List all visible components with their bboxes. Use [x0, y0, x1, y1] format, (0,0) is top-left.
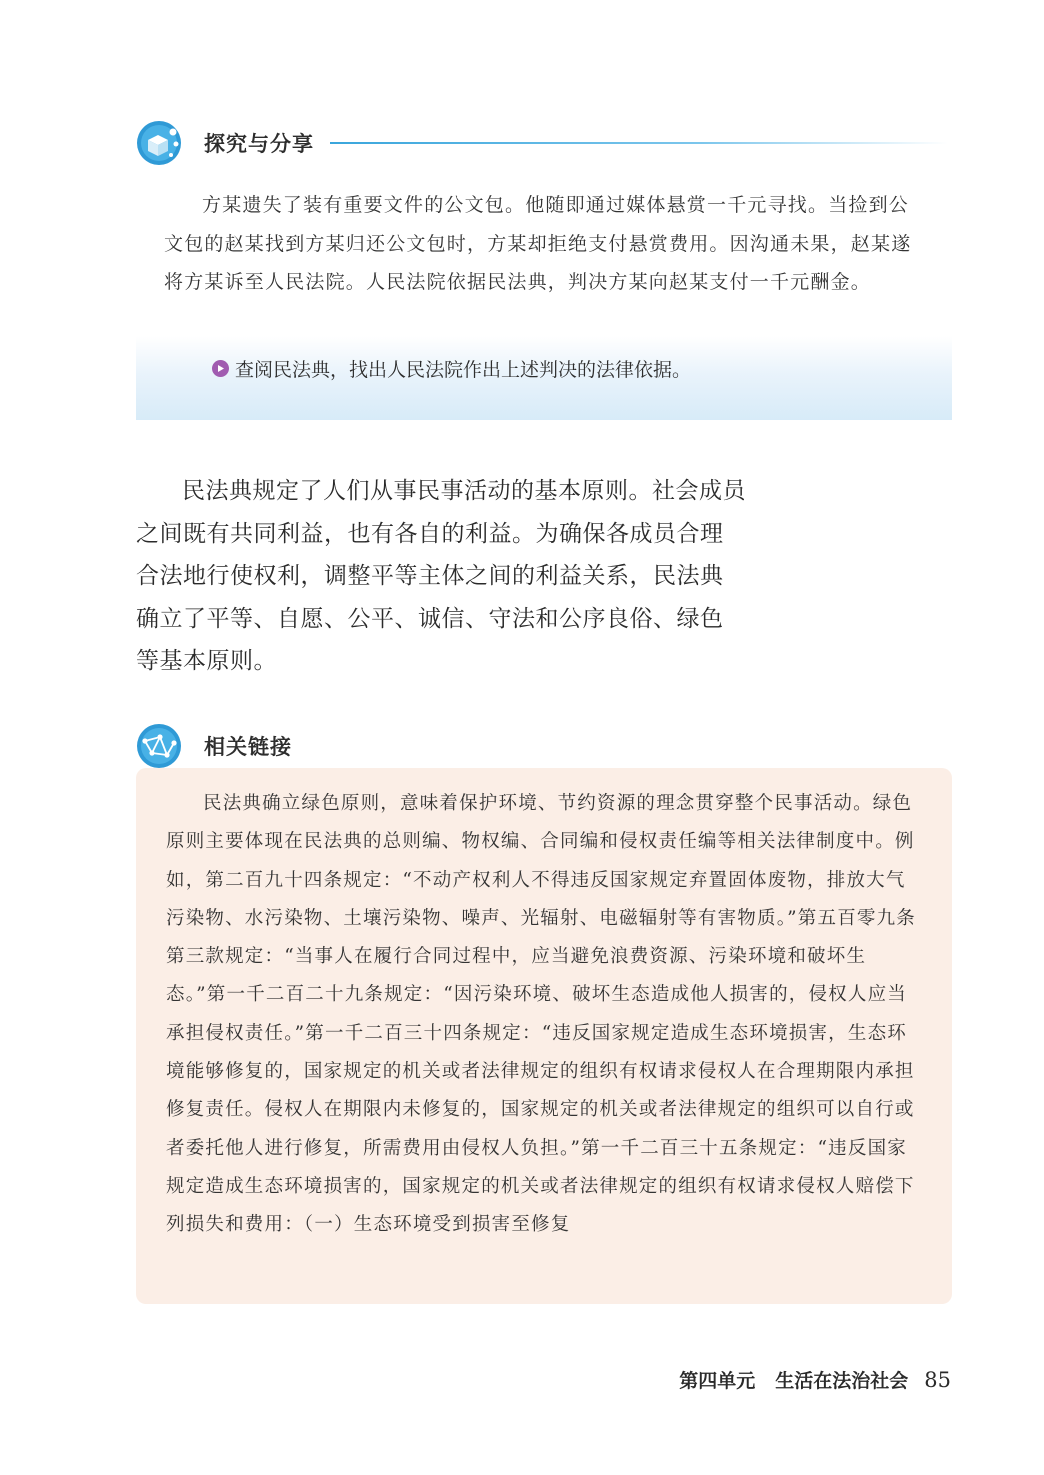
page-footer	[679, 1366, 951, 1393]
molecule-cube-icon	[136, 120, 182, 166]
related-text: 民法典确立绿色原则，意味着保护环境、节约资源的理念贯穿整个民事活动。绿色原则主要体现在民法典的总则编、物权编、合同编和侵权责任编等相关法律制度中。例如，第二百九十四条规定：“不动产权利人不得违反国家规定弃置固体废物，排放大气污染物、水污染物、土壤污染物、噪声、光辐射、电磁辐射等有害物质。”第五百零九条第三款规定：“当事人在履行合同过程中，应当避免浪费资源、污染环境和破坏生态。”第一千二百二十九条规定：“因污染环境、破坏生态造成他人损害的，侵权人应当承担侵权责任。”第一千二百三十四条规定：“违反国家规定造成生态环境损害，生态环境能够修复的，国家规定的机关或者法律规定的组织有权请求侵权人在合理期限内承担修复责任。侵权人在期限内未修复的，国家规定的机关或者法律规定的组织可以自行或者委托他人进行修复，所需费用由侵权人负担。”第一千二百三十五条规定：“违反国家规定造成生态环境损害的，国家规定的机关或者法律规定的组织有权请求侵权人赔偿下列损失和费用：（一）生态环境受到损害至修复	[166, 793, 917, 1236]
explore-header-rule	[330, 142, 948, 144]
footer-unit: 第四单元	[679, 1370, 756, 1392]
footer-chapter: 生活在法治社会	[775, 1370, 909, 1392]
page-number: 85	[924, 1368, 951, 1392]
main-paragraph: 民法典规定了人们从事民事活动的基本原则。社会成员之间既有共同利益，也有各自的利益。为确保各成员合理合法地行使权利，调整平等主体之间的利益关系，民法典确立了平等、自愿、公平、诚信、守法和公序良俗、绿色等基本原则。	[136, 478, 746, 674]
explore-case-text: 方某遗失了装有重要文件的公文包。他随即通过媒体悬赏一千元寻找。当捡到公文包的赵某找到方某归还公文包时，方某却拒绝支付悬赏费用。因沟通未果，赵某遂将方某诉至人民法院。人民法院依据民法典，判决方某向赵某支付一千元酬金。	[164, 194, 912, 293]
play-bullet-icon	[212, 360, 229, 377]
explore-question	[212, 355, 691, 382]
explore-title: 探究与分享	[204, 132, 314, 156]
explore-question-text: 查阅民法典，找出人民法院作出上述判决的法律依据。	[235, 359, 692, 381]
related-title: 相关链接	[204, 735, 292, 759]
explore-header	[136, 120, 314, 166]
related-header	[136, 723, 292, 769]
network-globe-icon	[136, 723, 182, 769]
